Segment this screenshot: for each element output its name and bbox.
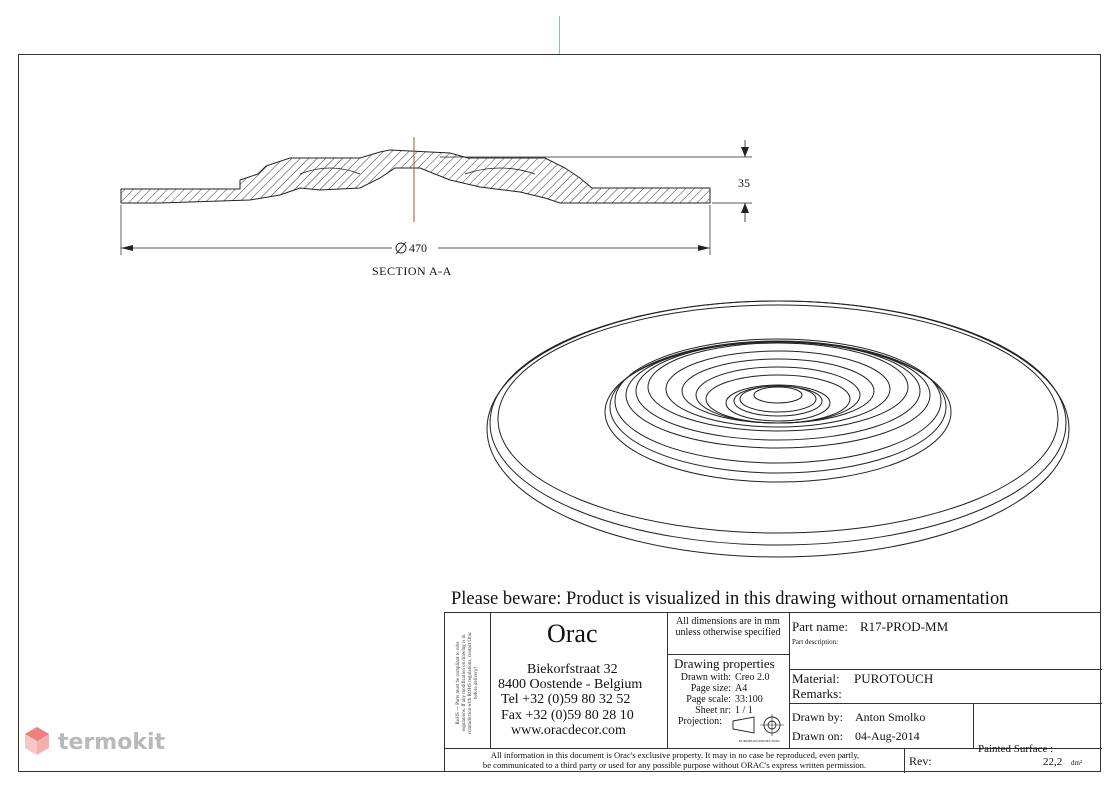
- page-size-value: A4: [735, 683, 748, 694]
- remarks-label: Remarks:: [792, 686, 842, 701]
- copyright-line-2: be communicated to a third party or used for any possible purpose without ORAC's express written permission.: [482, 760, 867, 770]
- part-description-label: Part description:: [792, 638, 839, 646]
- sheet-value: 1 / 1: [735, 705, 753, 716]
- projection-caption: EUROPEAN PROJECTION: [739, 739, 780, 743]
- page-size-label: Page size:: [690, 683, 731, 694]
- company-web: www.oracdecor.com: [511, 723, 626, 738]
- drawn-by-value: Anton Smolko: [855, 710, 926, 724]
- company-name: Orac: [547, 619, 598, 648]
- section-label: SECTION A-A: [372, 264, 452, 278]
- sheet-label: Sheet nr:: [695, 705, 731, 716]
- company-fax: Fax +32 (0)59 80 28 10: [501, 708, 634, 723]
- page-scale-label: Page scale:: [686, 694, 731, 705]
- copyright-line-1: All information in this document is Orac's exclusive property. It may in no case be reproduced, even partly,: [490, 750, 860, 760]
- company-tel: Tel +32 (0)59 80 32 52: [501, 692, 631, 707]
- dimensions-note: All dimensions are in mm unless otherwise specified: [675, 616, 781, 638]
- diameter-dimension: 470: [409, 241, 427, 255]
- projection-symbol-icon: [730, 713, 786, 737]
- termokit-watermark: [24, 724, 165, 760]
- company-city: 8400 Oostende - Belgium: [498, 677, 643, 692]
- material-label: Material:: [792, 671, 840, 686]
- termokit-watermark-text: termokit: [58, 729, 166, 755]
- ornamentation-notice: Please beware: Product is visualized in this drawing without ornamentation: [451, 589, 1009, 609]
- painted-surface-unit: dm²: [1071, 759, 1083, 767]
- termokit-logo-icon: [24, 726, 50, 758]
- projection-label: Projection:: [678, 716, 722, 727]
- page-scale-value: 33:100: [735, 694, 763, 705]
- section-a-a-drawing: [0, 0, 1118, 300]
- part-name-value: R17-PROD-MM: [860, 619, 949, 634]
- drawing-properties-heading: Drawing properties: [674, 656, 775, 671]
- rohs-notice: RoHS — Parts must be compliant to rohs regulations. If any modification on drawing is in contradiction with ROHS regulations, contact Orac before delivery!: [456, 631, 479, 735]
- revision-label: Rev:: [909, 754, 932, 768]
- company-street: Biekorfstraat 32: [527, 662, 618, 677]
- painted-surface-value: 22,2: [1043, 756, 1063, 768]
- drawn-on-label: Drawn on:: [792, 729, 843, 743]
- isometric-view: [480, 295, 1080, 570]
- drawn-on-value: 04-Aug-2014: [855, 729, 920, 743]
- drawn-with-label: Drawn with:: [680, 672, 731, 683]
- painted-surface-label: Painted Surface :: [978, 743, 1054, 755]
- part-name-label: Part name:: [792, 619, 848, 634]
- material-value: PUROTOUCH: [854, 671, 934, 686]
- height-dimension: 35: [738, 176, 750, 190]
- drawn-by-label: Drawn by:: [792, 710, 843, 724]
- title-block: [444, 612, 1101, 772]
- drawn-with-value: Creo 2.0: [735, 672, 770, 683]
